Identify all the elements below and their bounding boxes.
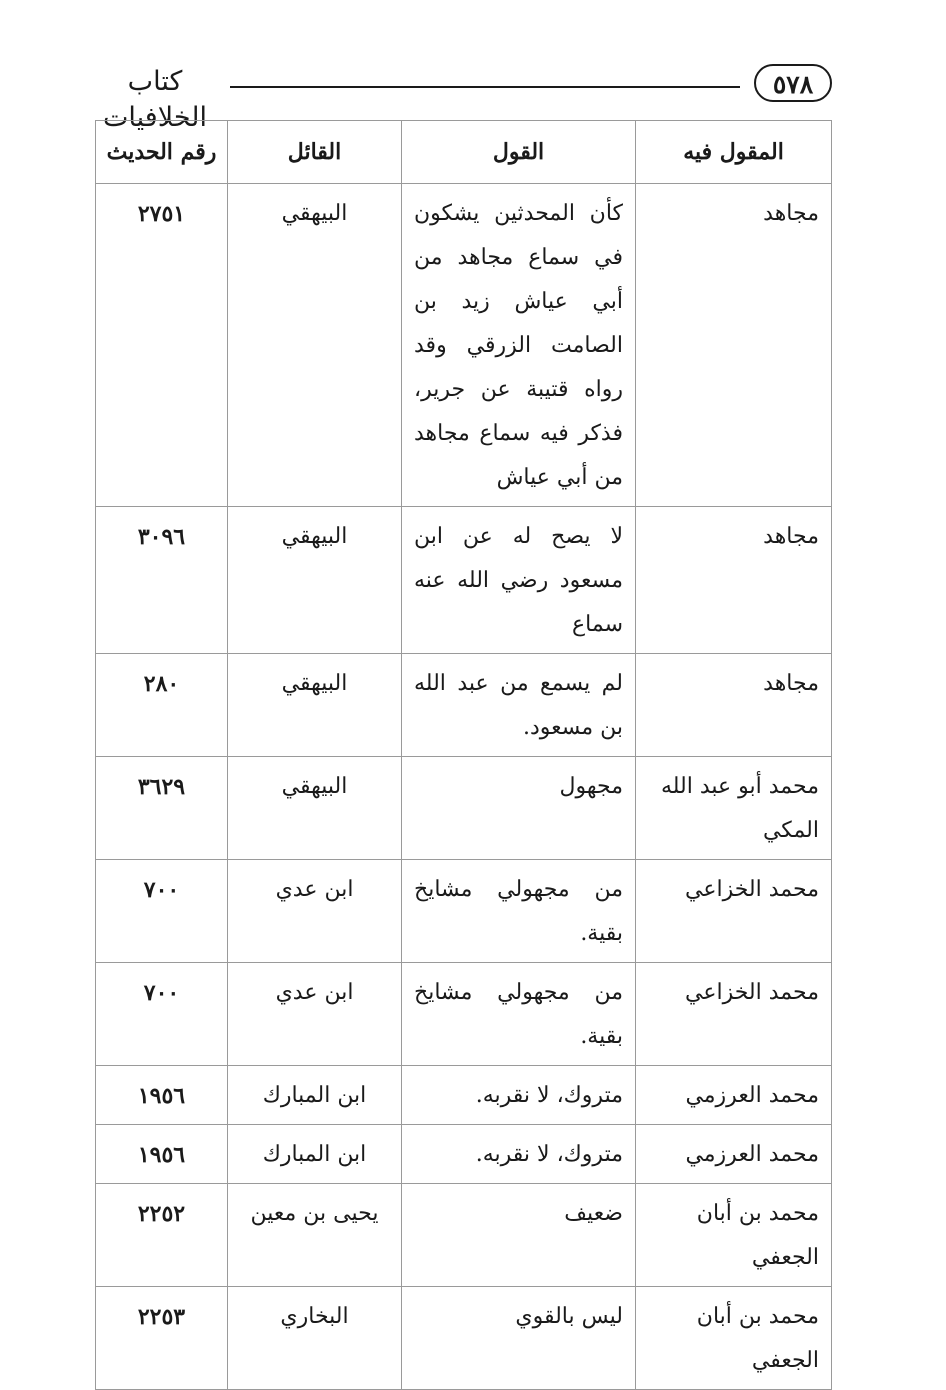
table-row [96,184,832,507]
cell-saying: متروك، لا نقربه. [402,1125,636,1184]
table-row [96,1287,832,1390]
column-header-hadith-number: رقم الحديث [96,121,228,184]
table-row [96,507,832,654]
narrators-table-container [95,120,831,1390]
cell-subject: محمد بن أبان الجعفي [636,1184,832,1287]
cell-saying: مجهول [402,757,636,860]
cell-hadith-number: ١٩٥٦ [96,1066,228,1125]
table-row [96,1125,832,1184]
cell-sayer: البيهقي [228,757,402,860]
cell-sayer: ابن عدي [228,963,402,1066]
cell-hadith-number: ٣٠٩٦ [96,507,228,654]
table-row [96,654,832,757]
cell-saying: لم يسمع من عبد الله بن مسعود. [402,654,636,757]
cell-subject: محمد الخزاعي [636,963,832,1066]
cell-hadith-number: ٢٧٥١ [96,184,228,507]
table-header-row [96,121,832,184]
cell-sayer: ابن عدي [228,860,402,963]
cell-subject: محمد الخزاعي [636,860,832,963]
table-row [96,860,832,963]
column-header-subject: المقول فيه [636,121,832,184]
cell-saying: من مجهولي مشايخ بقية. [402,963,636,1066]
cell-hadith-number: ١٩٥٦ [96,1125,228,1184]
cell-subject: مجاهد [636,184,832,507]
cell-sayer: البيهقي [228,654,402,757]
cell-sayer: البيهقي [228,184,402,507]
table-row [96,757,832,860]
cell-subject: مجاهد [636,507,832,654]
table-row [96,963,832,1066]
cell-sayer: ابن المبارك [228,1066,402,1125]
cell-saying: ليس بالقوي [402,1287,636,1390]
cell-sayer: ابن المبارك [228,1125,402,1184]
table-row [96,1066,832,1125]
table-row [96,1184,832,1287]
page-header [90,62,840,133]
cell-saying: من مجهولي مشايخ بقية. [402,860,636,963]
cell-saying: كأن المحدثين يشكون في سماع مجاهد من أبي عياش زيد بن الصامت الزرقي وقد رواه قتيبة عن جرير، فذكر فيه سماع مجاهد من أبي عياش [402,184,636,507]
cell-saying: لا يصح له عن ابن مسعود رضي الله عنه سماع [402,507,636,654]
cell-sayer: البخاري [228,1287,402,1390]
cell-subject: محمد أبو عبد الله المكي [636,757,832,860]
cell-hadith-number: ٧٠٠ [96,860,228,963]
cell-subject: محمد بن أبان الجعفي [636,1287,832,1390]
cell-hadith-number: ٢٨٠ [96,654,228,757]
cell-hadith-number: ٢٢٥٢ [96,1184,228,1287]
cell-hadith-number: ٣٦٢٩ [96,757,228,860]
cell-saying: متروك، لا نقربه. [402,1066,636,1125]
cell-sayer: يحيى بن معين [228,1184,402,1287]
header-rule [230,86,740,88]
cell-subject: محمد العرزمي [636,1066,832,1125]
cell-hadith-number: ٢٢٥٣ [96,1287,228,1390]
cell-saying: ضعيف [402,1184,636,1287]
column-header-sayer: القائل [228,121,402,184]
book-title: كتاب الخلافيات [103,66,207,133]
column-header-saying: القول [402,121,636,184]
cell-hadith-number: ٧٠٠ [96,963,228,1066]
cell-subject: محمد العرزمي [636,1125,832,1184]
cell-sayer: البيهقي [228,507,402,654]
cell-subject: مجاهد [636,654,832,757]
narrators-table [95,120,832,1390]
page-number: ٥٧٨ [754,64,832,102]
